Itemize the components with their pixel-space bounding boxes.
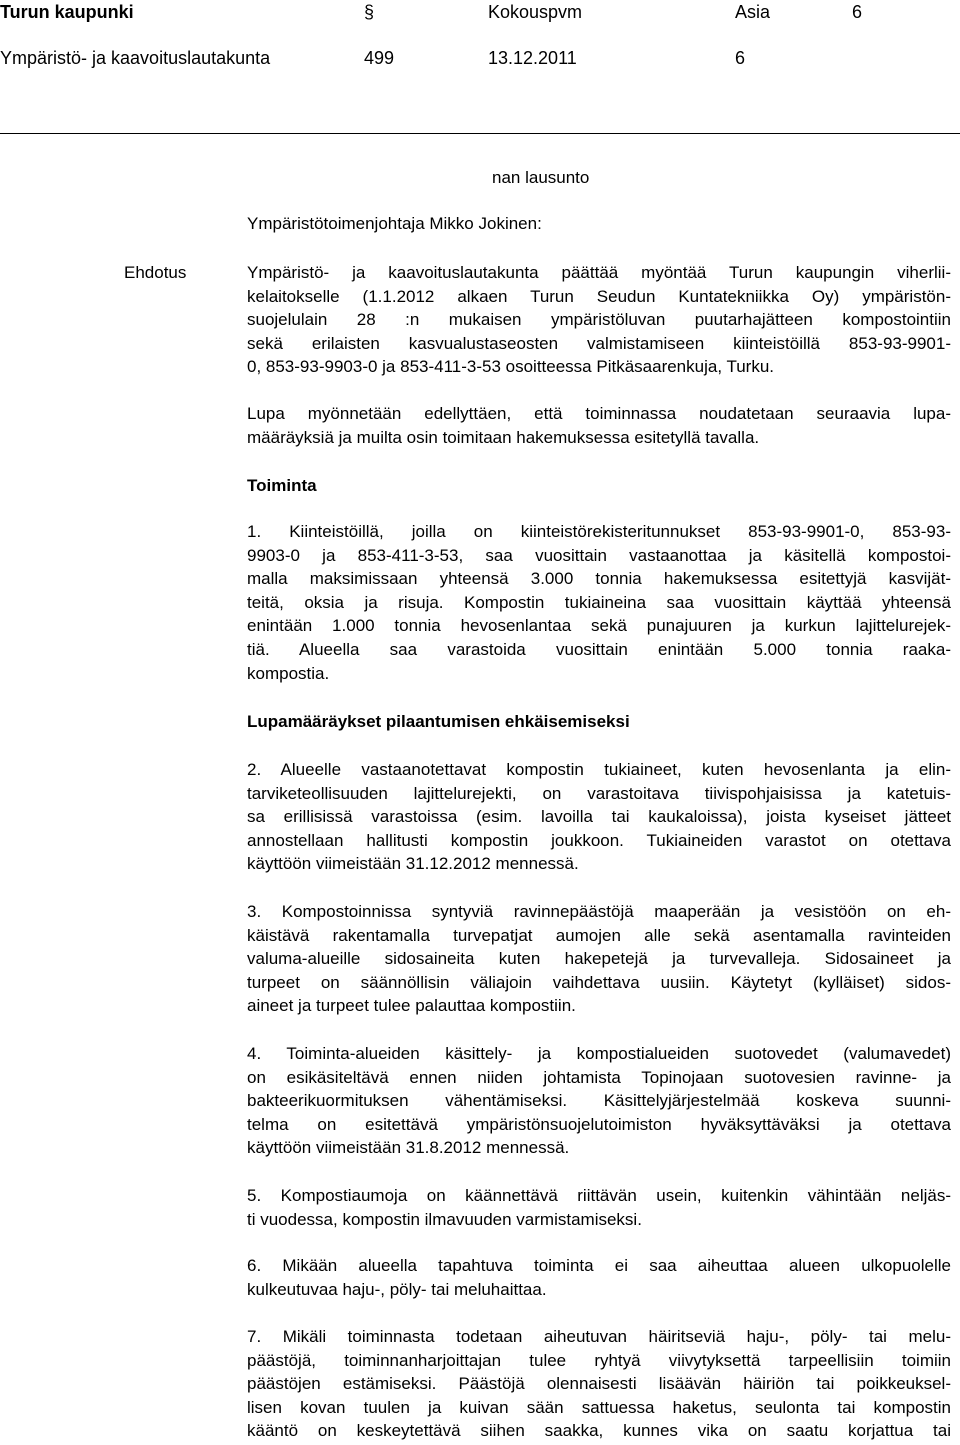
- section-number: 499: [364, 48, 395, 68]
- text-line: sa erillisissä varastoissa (esim. lavoilla tai kaukaloissa), joista kyseiset jätteet: [247, 807, 951, 827]
- text-line: kulkeutuvaa haju-, pöly- tai meluhaittaa.: [247, 1279, 547, 1299]
- text-line: tarviketeollisuuden lajittelurejekti, on varastoitava tiivispohjaisissa ja katetuis-: [247, 783, 951, 803]
- text-line: 9903-0 ja 853-411-3-53, saa vuosittain vastaanottaa ja käsitellä kompostoi-: [247, 545, 951, 565]
- page-number-top: 6: [852, 2, 863, 22]
- heading-toiminta: Toiminta: [247, 476, 317, 495]
- proposal-label: Ehdotus: [124, 263, 187, 282]
- city-name: Turun kaupunki: [0, 2, 134, 22]
- section-icon: §: [364, 2, 375, 22]
- text-line: tiä. Alueella saa varastoida vuosittain enintään 5.000 tonnia raaka-: [247, 639, 951, 659]
- item-6-paragraph: [247, 1254, 951, 1301]
- text-line: käyttöön viimeistään 31.8.2012 mennessä.: [247, 1138, 570, 1158]
- text-line: 4. Toiminta-alueiden käsittely- ja kompostialueiden suotovedet (valumavedet): [247, 1044, 951, 1063]
- text-line: 0, 853-93-9903-0 ja 853-411-3-53 osoitteessa Pitkäsaarenkuja, Turku.: [247, 357, 775, 377]
- text-line: päästöjen estämiseksi. Päästöjä olennaisesti lisäävän häiriön tai poikkeuksel-: [247, 1374, 951, 1394]
- text-line: sekä erilaisten kasvualustaseosten valmistamiseen kiinteistöillä 853-93-9901-: [247, 333, 951, 353]
- meeting-date: 13.12.2011: [488, 48, 577, 68]
- page-number-bottom: 6: [735, 48, 746, 68]
- meeting-date-label: Kokouspvm: [488, 2, 583, 22]
- text-line: päästöjä, toiminnanharjoittajan tulee ryhtyä viivytyksettä tarpeellisiin toimiin: [247, 1350, 951, 1370]
- proposal-paragraph: [247, 261, 951, 379]
- item-3-paragraph: [247, 900, 951, 1018]
- text-line: aineet ja turpeet tulee palauttaa kompostiin.: [247, 996, 576, 1016]
- text-line: teitä, oksia ja risuja. Kompostin tukiaineina saa vuosittain käyttää yhteensä: [247, 592, 951, 612]
- case-label: Asia: [735, 2, 771, 22]
- text-line: turpeet on säännöllisin väliajoin vaihdettava uusiin. Käytetyt (kylläiset) sidos-: [247, 972, 951, 992]
- text-line: on esikäsiteltävä ennen niiden johtamista Topinojaan suotovesien ravinne- ja: [247, 1067, 951, 1087]
- text-line: kelaitokselle (1.1.2012 alkaen Turun Seudun Kuntatekniikka Oy) ympäristön-: [247, 286, 951, 306]
- text-line: ti vuodessa, kompostin ilmavuuden varmistamiseksi.: [247, 1209, 642, 1229]
- item-7-paragraph: [247, 1325, 951, 1443]
- heading-permit-regulations: Lupamääräykset pilaantumisen ehkäisemiseksi: [247, 712, 630, 731]
- item-4-paragraph: [247, 1042, 951, 1160]
- permit-conditions-paragraph: [247, 402, 951, 449]
- board-name: Ympäristö- ja kaavoituslautakunta: [0, 48, 271, 68]
- text-line: 6. Mikään alueella tapahtuva toiminta ei saa aiheuttaa alueen ulkopuolelle: [247, 1256, 951, 1275]
- text-line: telma on esitettävä ympäristönsuojelutoimiston hyväksyttäväksi ja otettava: [247, 1114, 951, 1134]
- item-2-paragraph: [247, 758, 951, 876]
- text-line: bakteerikuormituksen vähentämiseksi. Käsittelyjärjestelmää koskeva suunni-: [247, 1091, 951, 1111]
- text-line: lisen kovan tuulen ja kuivan sään sattuessa haketus, seulonta tai kompostin: [247, 1397, 951, 1417]
- text-line: käistävä rakentamalla turvepatjat aumojen alle sekä asentamalla ravinteiden: [247, 925, 951, 945]
- text-line: Ympäristö- ja kaavoituslautakunta päättää myöntää Turun kaupungin viherlii-: [247, 263, 951, 282]
- text-line: 3. Kompostoinnissa syntyviä ravinnepäästöjä maaperään ja vesistöön on eh-: [247, 902, 951, 921]
- text-line: enintään 1.000 tonnia hevosenlantaa sekä punajuuren ja kurkun lajittelurejek-: [247, 616, 951, 636]
- text-line: valuma-alueille sidosaineita kuten hakepetejä ja turvevalleja. Sidosaineet ja: [247, 949, 951, 969]
- text-line: suojelulain 28 :n mukaisen ympäristöluvan puutarhajätteen kompostointiin: [247, 310, 951, 330]
- text-line: määräyksiä ja muilta osin toimitaan hakemuksessa esitetyllä tavalla.: [247, 427, 760, 447]
- item-5-paragraph: [247, 1184, 951, 1231]
- text-line: Lupa myönnetään edellyttäen, että toiminnassa noudatetaan seuraavia lupa-: [247, 404, 951, 423]
- document-subtitle: nan lausunto: [492, 168, 590, 187]
- item-1-paragraph: [247, 520, 951, 685]
- text-line: 5. Kompostiaumoja on käännettävä riittävän usein, kuitenkin vähintään neljäs-: [247, 1186, 951, 1205]
- text-line: käyttöön viimeistään 31.12.2012 mennessä.: [247, 854, 579, 874]
- text-line: 7. Mikäli toiminnasta todetaan aiheutuvan häiritseviä haju-, pöly- tai melu-: [247, 1327, 951, 1346]
- text-line: kompostia.: [247, 663, 330, 683]
- header-divider: [0, 133, 960, 134]
- text-line: malla maksimissaan yhteensä 3.000 tonnia hakemuksessa esitettyjä kasvijät-: [247, 569, 951, 589]
- text-line: annostellaan hallitusti kompostin joukkoon. Tukiaineiden varastot on otettava: [247, 830, 951, 850]
- text-line: kääntö on keskeytettävä siihen saakka, kunnes vika on saatu korjattua tai: [247, 1421, 951, 1441]
- text-line: 1. Kiinteistöillä, joilla on kiinteistörekisteritunnukset 853-93-9901-0, 853-93-: [247, 522, 951, 541]
- text-line: 2. Alueelle vastaanotettavat kompostin tukiaineet, kuten hevosenlanta ja elin-: [247, 760, 951, 779]
- author-line: Ympäristötoimenjohtaja Mikko Jokinen:: [247, 214, 542, 233]
